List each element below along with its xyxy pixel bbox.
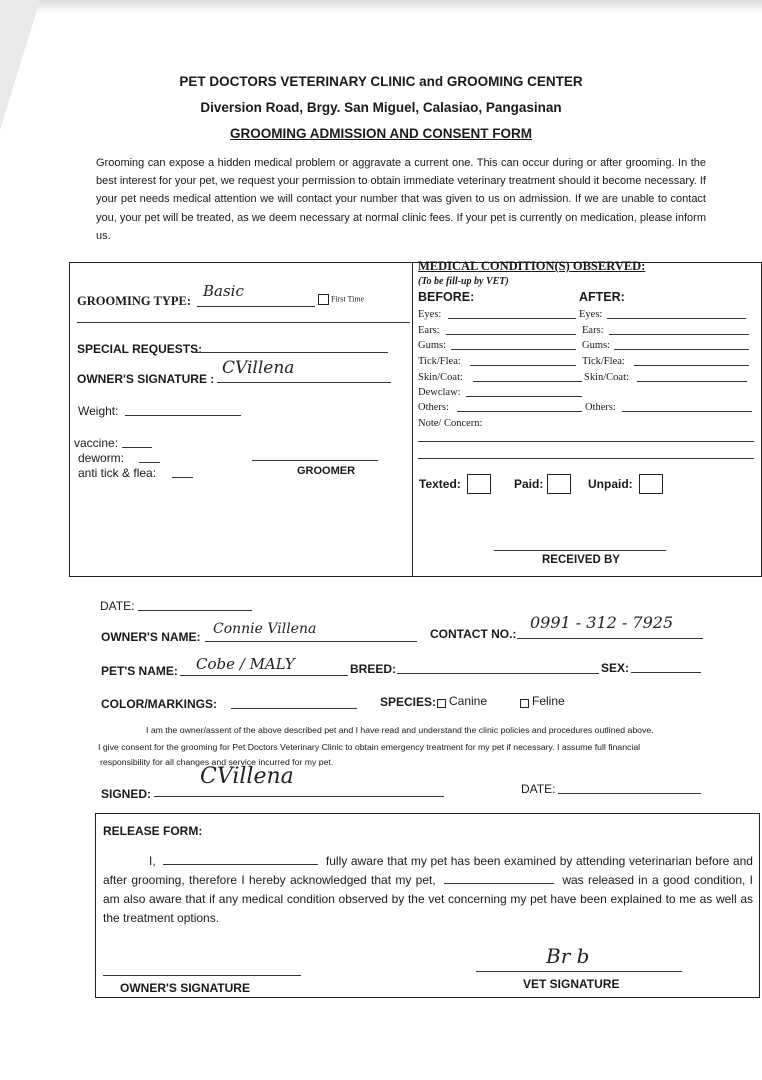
before-gums-label: Gums: <box>418 340 447 351</box>
groomer-label: GROOMER <box>297 465 356 477</box>
color-markings-label: COLOR/MARKINGS: <box>101 697 217 711</box>
grooming-panel-box <box>69 262 762 577</box>
owner-signature-release-line[interactable] <box>103 975 301 976</box>
texted-checkbox[interactable] <box>467 474 491 494</box>
breed-line[interactable] <box>397 673 599 674</box>
first-time-box[interactable] <box>318 294 329 305</box>
grooming-type-value[interactable]: Basic <box>203 282 244 300</box>
before-ears-line[interactable] <box>446 334 576 335</box>
color-markings-line[interactable] <box>231 708 357 709</box>
feline-checkbox[interactable] <box>520 699 529 708</box>
medical-condition-subtitle: (To be fill-up by VET) <box>418 276 509 287</box>
weight-line[interactable] <box>125 415 241 416</box>
species-label: SPECIES: <box>380 695 437 709</box>
before-dewclaw-label: Dewclaw: <box>418 387 461 398</box>
groomer-line[interactable] <box>252 460 378 461</box>
scan-top-edge <box>0 0 762 14</box>
owner-name-value: Connie Villena <box>213 621 317 637</box>
texted-label: Texted: <box>419 477 461 491</box>
release-pet-name-line[interactable] <box>444 871 554 884</box>
owner-signature-value: CVillena <box>222 358 295 378</box>
feline-label: Feline <box>532 694 565 708</box>
pet-name-label: PET'S NAME: <box>101 664 178 678</box>
after-tick-label: Tick/Flea: <box>582 356 625 367</box>
after-gums-line[interactable] <box>614 349 749 350</box>
contact-label: CONTACT NO.: <box>430 627 517 641</box>
release-part2: fully aware that my pet has been examined by attending veterinarian before and after grooming, therefore I hereby acknowledged that my pet, <box>103 854 753 887</box>
before-label: BEFORE: <box>418 290 475 304</box>
clinic-name: PET DOCTORS VETERINARY CLINIC and GROOMING CENTER <box>179 74 583 89</box>
grooming-type-label: GROOMING TYPE: <box>77 294 192 308</box>
canine-checkbox[interactable] <box>437 699 446 708</box>
after-tick-line[interactable] <box>634 365 749 366</box>
after-eyes-label: Eyes: <box>579 309 603 320</box>
before-skin-label: Skin/Coat: <box>418 372 463 383</box>
special-requests-label: SPECIAL REQUESTS: <box>77 342 203 356</box>
anti-tick-line[interactable] <box>172 477 193 478</box>
before-skin-line[interactable] <box>473 381 582 382</box>
after-ears-line[interactable] <box>609 334 749 335</box>
note-concern-label: Note/ Concern: <box>418 418 483 429</box>
contact-line[interactable] <box>517 638 703 639</box>
pet-name-line[interactable] <box>180 675 348 676</box>
after-skin-line[interactable] <box>637 381 747 382</box>
consent-line-3: responsibility for all changes and service incurred for my pet. <box>100 757 334 767</box>
owner-signature-label: OWNER'S SIGNATURE : <box>77 372 215 386</box>
date-label: DATE: <box>100 599 135 613</box>
before-dewclaw-line[interactable] <box>466 396 582 397</box>
release-paragraph <box>103 852 753 928</box>
panel-divider <box>412 262 413 576</box>
release-part3: was released in a good condition, I am also aware that if any medical condition observed by the vet concerning my pet have been explained to me as well as the treatment options. <box>103 873 753 925</box>
after-others-label: Others: <box>585 402 616 413</box>
before-others-label: Others: <box>418 402 449 413</box>
consent-line-1: I am the owner/assent of the above described pet and I have read and understand the clinic policies and procedures outlined above. <box>146 725 654 735</box>
before-tick-line[interactable] <box>470 365 576 366</box>
before-eyes-line[interactable] <box>448 318 576 319</box>
after-ears-label: Ears: <box>582 325 604 336</box>
breed-label: BREED: <box>350 662 397 676</box>
release-i: I, <box>149 854 156 868</box>
note-line-2[interactable] <box>418 458 754 459</box>
weight-label: Weight: <box>78 404 119 418</box>
first-time-checkbox[interactable] <box>318 294 364 305</box>
before-eyes-label: Eyes: <box>418 309 442 320</box>
medical-condition-title: MEDICAL CONDITION(S) OBSERVED: <box>418 259 646 273</box>
vet-signature-label: VET SIGNATURE <box>523 977 620 991</box>
vet-signature-line[interactable] <box>476 971 682 972</box>
deworm-line[interactable] <box>139 462 160 463</box>
sex-line[interactable] <box>631 672 701 673</box>
before-others-line[interactable] <box>457 411 582 412</box>
contact-value: 0991 - 312 - 7925 <box>530 613 674 632</box>
owner-signature-release-label: OWNER'S SIGNATURE <box>120 981 250 995</box>
clinic-address: Diversion Road, Brgy. San Miguel, Calasiao, Pangasinan <box>200 100 562 115</box>
vaccine-line[interactable] <box>122 447 152 448</box>
after-eyes-line[interactable] <box>607 318 746 319</box>
pet-name-value: Cobe / MALY <box>196 655 295 673</box>
vet-signature-value: Br b <box>546 944 590 968</box>
sex-label: SEX: <box>601 661 630 675</box>
deworm-label: deworm: <box>78 451 125 465</box>
received-by-line[interactable] <box>494 550 666 551</box>
release-owner-name-line[interactable] <box>163 852 318 865</box>
first-time-label: First Time <box>331 294 365 304</box>
special-requests-line[interactable] <box>192 352 388 353</box>
after-gums-label: Gums: <box>582 340 611 351</box>
owner-name-label: OWNER'S NAME: <box>101 630 201 644</box>
grooming-type-line <box>197 306 315 307</box>
anti-tick-label: anti tick & flea: <box>78 466 157 480</box>
canine-label: Canine <box>449 694 488 708</box>
date2-label: DATE: <box>521 782 556 796</box>
before-gums-line[interactable] <box>451 349 576 350</box>
release-form-title: RELEASE FORM: <box>103 824 203 838</box>
date2-line[interactable] <box>558 793 701 794</box>
signed-label: SIGNED: <box>101 787 152 801</box>
intro-paragraph: Grooming can expose a hidden medical problem or aggravate a current one. This can occur during or after grooming. In the best interest for your pet, we request your permission to obtain immediate veterinary treatment should it become necessary. If your pet needs medical attention we will contact your number that was given to us on admission. If we are unable to contact you, your pet will be treated, as we deem necessary at normal clinic fees. If your pet is currently on medication, please inform us. <box>96 157 706 242</box>
owner-name-line[interactable] <box>205 641 417 642</box>
vaccine-label: vaccine: <box>74 436 119 450</box>
grooming-type-extra-line <box>77 322 410 323</box>
consent-line-2: I give consent for the grooming for Pet Doctors Veterinary Clinic to obtain emergency treatment for my pet if necessary. I assume full financial <box>98 742 641 752</box>
received-by-label: RECEIVED BY <box>542 554 620 566</box>
owner-signature-line[interactable] <box>217 382 391 383</box>
after-label: AFTER: <box>579 290 625 304</box>
before-tick-label: Tick/Flea: <box>418 356 461 367</box>
paid-label: Paid: <box>514 477 544 491</box>
paid-checkbox[interactable] <box>547 474 571 494</box>
signed-line[interactable] <box>154 796 444 797</box>
date-line[interactable] <box>138 610 252 611</box>
after-skin-label: Skin/Coat: <box>584 372 629 383</box>
form-title: GROOMING ADMISSION AND CONSENT FORM <box>230 126 532 141</box>
unpaid-checkbox[interactable] <box>639 474 663 494</box>
before-ears-label: Ears: <box>418 325 440 336</box>
after-others-line[interactable] <box>622 411 752 412</box>
note-line-1[interactable] <box>418 441 754 442</box>
consent-statement <box>100 722 710 771</box>
unpaid-label: Unpaid: <box>588 477 633 491</box>
signed-signature: CVillena <box>200 764 294 789</box>
